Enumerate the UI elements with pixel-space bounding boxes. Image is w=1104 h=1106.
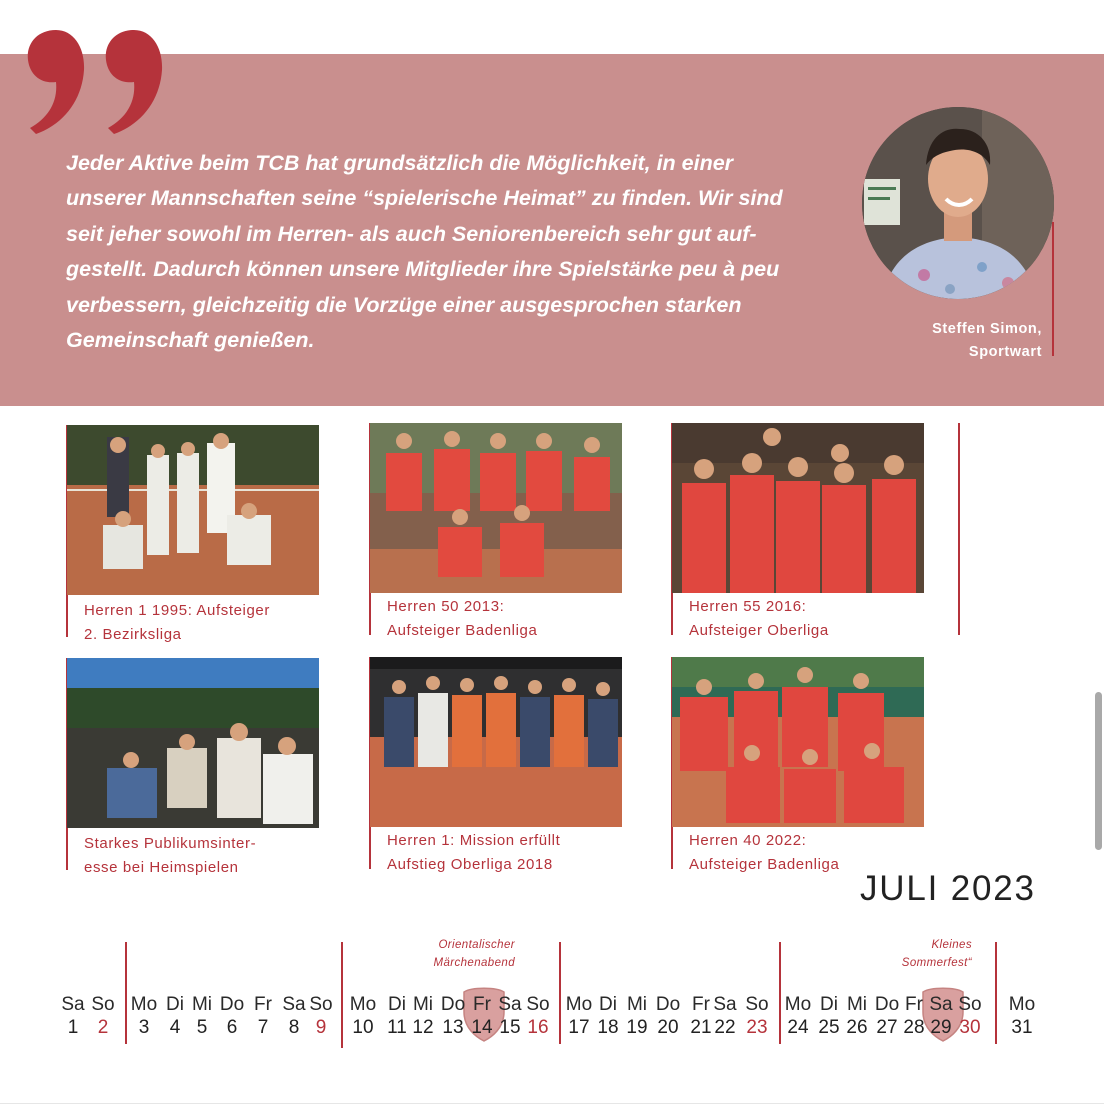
week-divider: [125, 942, 127, 1044]
weekday-label: Di: [166, 994, 184, 1015]
week-divider: [995, 942, 997, 1044]
caption-line: Aufsteiger Oberliga: [689, 621, 829, 639]
calendar-day: [782, 994, 814, 1039]
day-number: 11: [387, 1017, 407, 1038]
calendar-day: [216, 994, 248, 1039]
calendar-day: [709, 994, 741, 1039]
calendar-day: [1006, 994, 1038, 1039]
team-photo: [672, 423, 924, 593]
photo-caption: [689, 829, 839, 876]
weekday-label: Do: [655, 994, 681, 1015]
event-line: Märchenabend: [433, 956, 515, 969]
quotation-mark-icon: [22, 24, 167, 136]
author-role: Sportwart: [968, 343, 1042, 360]
calendar-day: [621, 994, 653, 1039]
day-number: 5: [196, 1017, 208, 1038]
day-number: 22: [714, 1017, 736, 1038]
weekday-label: Mi: [846, 994, 868, 1015]
event-line: Kleines: [931, 939, 972, 951]
day-number: 29: [930, 1017, 952, 1038]
calendar-day: [437, 994, 469, 1039]
photo-caption: [387, 829, 560, 876]
weekday-label: Mo: [565, 994, 593, 1015]
calendar-day: [563, 994, 595, 1039]
week-divider: [559, 942, 561, 1044]
day-number: 17: [568, 1017, 590, 1038]
calendar-day: [522, 994, 554, 1039]
weekday-label: Fr: [254, 994, 272, 1015]
caption-line: Herren 50 2013:: [387, 598, 505, 615]
photo-caption: [387, 595, 537, 642]
day-number: 3: [138, 1017, 150, 1038]
caption-line: Aufstieg Oberliga 2018: [387, 855, 553, 873]
calendar-day: [841, 994, 873, 1039]
weekday-label: So: [745, 994, 769, 1015]
weekday-label: Mo: [1008, 994, 1036, 1015]
weekday-label: Do: [440, 994, 466, 1015]
quote-line: Gemeinschaft genießen.: [66, 328, 315, 353]
day-number: 31: [1011, 1017, 1033, 1038]
team-photo: [67, 425, 319, 595]
day-number: 9: [315, 1017, 327, 1038]
event-line: Orientalischer: [438, 939, 515, 951]
weekday-label: Do: [219, 994, 245, 1015]
caption-line: esse bei Heimspielen: [84, 858, 239, 876]
weekday-label: Mi: [412, 994, 434, 1015]
photo-caption: [689, 595, 829, 642]
day-number: 10: [352, 1017, 374, 1038]
caption-line: Herren 40 2022:: [689, 832, 807, 849]
photo-caption: [84, 832, 256, 879]
day-number: 30: [959, 1017, 981, 1038]
week-divider: [779, 942, 781, 1044]
calendar-event-kleines-sommerfest: [872, 937, 972, 972]
quote-line: seit jeher sowohl im Herren- als auch Seniorenbereich sehr gut auf-: [66, 221, 757, 246]
author-accent-line: [1052, 222, 1054, 356]
day-number: 19: [626, 1017, 648, 1038]
day-number: 13: [442, 1017, 464, 1038]
day-number: 18: [597, 1017, 619, 1038]
caption-line: 2. Bezirksliga: [84, 625, 182, 643]
quote-text: [66, 146, 826, 358]
weekday-label: Di: [599, 994, 617, 1015]
calendar-day: [741, 994, 773, 1039]
weekday-label: Di: [388, 994, 406, 1015]
weekday-label: Sa: [61, 994, 85, 1015]
caption-line: Herren 1: Mission erfüllt: [387, 832, 561, 849]
calendar-day: [407, 994, 439, 1039]
day-number: 15: [499, 1017, 521, 1038]
day-number: 27: [876, 1017, 898, 1038]
quote-line: unserer Mannschaften seine “spielerische Heimat” zu finden. Wir sind: [66, 186, 783, 211]
weekday-label: Fr: [473, 994, 491, 1015]
day-number: 16: [527, 1017, 549, 1038]
calendar-day: [925, 994, 957, 1039]
calendar-day: [128, 994, 160, 1039]
calendar-day: [247, 994, 279, 1039]
day-number: 28: [903, 1017, 925, 1038]
calendar-day: [305, 994, 337, 1039]
quote-line: verbessern, gleichzeitig die Vorzüge einer ausgesprochen starken: [66, 292, 742, 317]
weekday-label: Di: [820, 994, 838, 1015]
weekday-label: Fr: [692, 994, 710, 1015]
day-number: 25: [818, 1017, 840, 1038]
day-number: 6: [226, 1017, 238, 1038]
author-caption: [880, 318, 1042, 363]
weekday-label: Mo: [784, 994, 812, 1015]
calendar-day: [347, 994, 379, 1039]
quote-line: gestellt. Dadurch können unsere Mitglieder ihre Spielstärke peu à peu: [66, 257, 780, 282]
column-divider: [958, 423, 960, 635]
page-divider: [0, 1103, 1104, 1104]
caption-line: Herren 55 2016:: [689, 598, 807, 615]
weekday-label: So: [958, 994, 982, 1015]
caption-line: Aufsteiger Badenliga: [689, 855, 840, 873]
weekday-label: Sa: [713, 994, 737, 1015]
weekday-label: So: [526, 994, 550, 1015]
day-number: 24: [787, 1017, 809, 1038]
day-number: 20: [657, 1017, 679, 1038]
caption-line: Aufsteiger Badenliga: [387, 621, 538, 639]
calendar-day: [87, 994, 119, 1039]
weekday-label: Do: [874, 994, 900, 1015]
weekday-label: Mo: [349, 994, 377, 1015]
caption-line: Starkes Publikumsinter-: [84, 835, 257, 852]
day-number: 8: [288, 1017, 300, 1038]
weekday-label: Mi: [191, 994, 213, 1015]
calendar-event-orientalischer-maerchenabend: [405, 937, 515, 972]
author-portrait: [862, 107, 1054, 299]
team-photo: [370, 657, 622, 827]
weekday-label: Fr: [905, 994, 923, 1015]
calendar-day: [652, 994, 684, 1039]
day-number: 23: [746, 1017, 768, 1038]
caption-line: Herren 1 1995: Aufsteiger: [84, 602, 270, 619]
weekday-label: Mi: [626, 994, 648, 1015]
weekday-label: So: [91, 994, 115, 1015]
author-name: Steffen Simon,: [932, 321, 1042, 337]
calendar-day: [57, 994, 89, 1039]
quote-line: Jeder Aktive beim TCB hat grundsätzlich die Möglichkeit, in einer: [66, 151, 734, 175]
day-number: 1: [67, 1017, 79, 1038]
weekday-label: Sa: [282, 994, 306, 1015]
day-number: 14: [471, 1017, 493, 1038]
weekday-label: Sa: [498, 994, 522, 1015]
team-photo: [672, 657, 924, 827]
calendar-day: [186, 994, 218, 1039]
day-number: 12: [412, 1017, 434, 1038]
calendar-day: [592, 994, 624, 1039]
team-photo: [67, 658, 319, 828]
scrollbar-thumb[interactable]: [1095, 692, 1102, 850]
calendar-month-title: JULI 2023: [860, 869, 1036, 908]
week-divider: [341, 942, 343, 1048]
photo-caption: [84, 599, 270, 646]
day-number: 26: [846, 1017, 868, 1038]
weekday-label: So: [309, 994, 333, 1015]
day-number: 7: [257, 1017, 269, 1038]
day-number: 2: [97, 1017, 109, 1038]
weekday-label: Sa: [929, 994, 953, 1015]
day-number: 21: [690, 1017, 712, 1038]
event-line: Sommerfest“: [901, 956, 972, 969]
calendar-day: [954, 994, 986, 1039]
weekday-label: Mo: [130, 994, 158, 1015]
team-photo: [370, 423, 622, 593]
day-number: 4: [169, 1017, 181, 1038]
